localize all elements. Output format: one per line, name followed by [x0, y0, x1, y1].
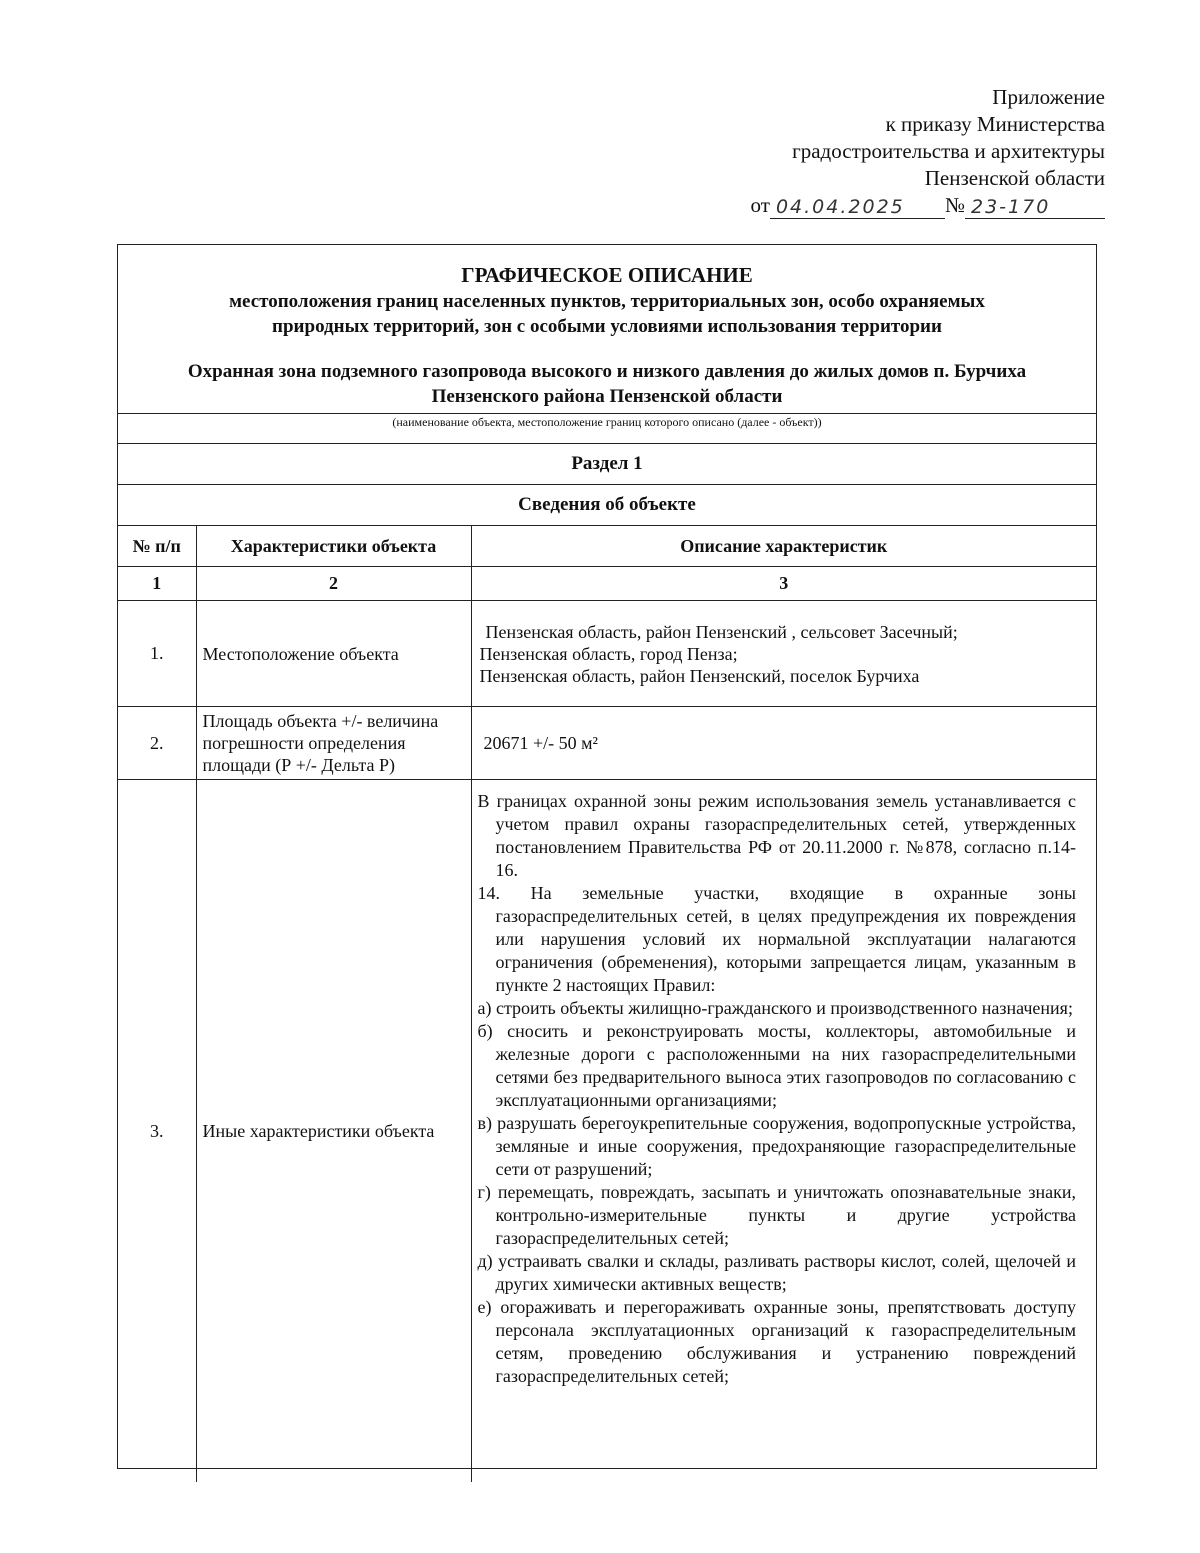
table-row: [118, 780, 1096, 1483]
appendix-label: Приложение: [992, 85, 1105, 109]
region-line: Пензенской области: [924, 166, 1105, 190]
object-caption: (наименование объекта, местоположение границ которого описано (далее - объект)): [118, 413, 1096, 443]
row-characteristic: Площадь объекта +/- величина погрешности определения площади (Р +/- Дельта Р): [196, 707, 471, 780]
table-row: [118, 707, 1096, 780]
location-line: Пензенская область, район Пензенский, поселок Бурчиха: [479, 665, 920, 686]
row-number: 1.: [118, 601, 196, 707]
location-line: Пензенская область, район Пензенский , сельсовет Засечный;: [485, 621, 958, 642]
object-name-line1: Охранная зона подземного газопровода высокого и низкого давления до жилых домов п. Бурчиха: [187, 361, 1027, 382]
ministry-line: градостроительства и архитектуры: [792, 139, 1105, 163]
from-label: от: [750, 193, 770, 217]
header-description: Описание характеристик: [471, 526, 1096, 567]
row-characteristic: Иные характеристики объекта: [196, 780, 471, 1483]
location-line: Пензенская область, город Пенза;: [479, 643, 738, 664]
title-subtitle-line1: местоположения границ населенных пунктов, территориальных зон, особо охраняемых: [229, 291, 985, 312]
section-name: Раздел 1: [118, 443, 1096, 484]
column-number-row: [118, 567, 1096, 601]
order-date-number: [685, 192, 1105, 219]
restriction-paragraph: в) разрушать берегоукрепительные сооружения, водопропускные устройства, земляные и иные сооружения, предохраняющие газораспределительные сети от разрушений;: [477, 1113, 1076, 1179]
restriction-paragraph: б) сносить и реконструировать мосты, коллекторы, автомобильные и железные дороги с расположенными на них газораспределительными сетями без предварительного выноса этих газопроводов по согласованию с эксплуатационными организациями;: [477, 1021, 1076, 1110]
col-number-1: 1: [118, 567, 196, 601]
document-frame: [117, 244, 1097, 1469]
object-name-line2: Пензенского района Пензенской области: [431, 386, 783, 407]
row-number: 3.: [118, 780, 196, 1483]
restriction-paragraph: а) строить объекты жилищно-гражданского и производственного назначения;: [477, 998, 1073, 1018]
order-reference-line: к приказу Министерства: [885, 112, 1105, 136]
col-number-3: 3: [471, 567, 1096, 601]
title-area: [118, 245, 1096, 409]
restriction-paragraph: г) перемещать, повреждать, засыпать и уничтожать опознавательные знаки, контрольно-измерительные пункты и другие устройства газораспределительных сетей;: [477, 1182, 1076, 1248]
restriction-paragraph: В границах охранной зоны режим использования земель устанавливается с учетом правил охраны газораспределительных сетей, утвержденных постановлением Правительства РФ от 20.11.2000 г. №878, согласно п.14-16.: [477, 791, 1076, 880]
row-number: 2.: [118, 707, 196, 780]
table-header-row: [118, 526, 1096, 567]
row-characteristic: Местоположение объекта: [196, 601, 471, 707]
number-label: №: [944, 193, 965, 217]
header-characteristic: Характеристики объекта: [196, 526, 471, 567]
restriction-paragraph: е) огораживать и перегораживать охранные зоны, препятствовать доступу персонала эксплуатационных организаций к газораспределительным сетям, проведению обслуживания и устранению повреждений газораспределительных сетей;: [477, 1297, 1076, 1386]
table-row: [118, 601, 1096, 707]
location-description: [471, 601, 1096, 707]
handwritten-date: 04.04.2025: [770, 196, 945, 219]
restrictions-description: [471, 780, 1096, 1483]
restriction-paragraph: 14. На земельные участки, входящие в охранные зоны газораспределительных сетей, в целях предупреждения их повреждения или нарушения условий их нормальной эксплуатации налагаются ограничения (обременения), которыми запрещается лицам, указанным в пункте 2 настоящих Правил:: [477, 883, 1076, 995]
appendix-header: [685, 84, 1105, 219]
header-number: № п/п: [118, 526, 196, 567]
document-title: ГРАФИЧЕСКОЕ ОПИСАНИЕ: [461, 263, 753, 287]
restriction-paragraph: д) устраивать свалки и склады, разливать растворы кислот, солей, щелочей и других химически активных веществ;: [477, 1251, 1076, 1294]
col-number-2: 2: [196, 567, 471, 601]
title-subtitle-line2: природных территорий, зон с особыми условиями использования территории: [272, 316, 942, 337]
handwritten-number: 23-170: [965, 196, 1105, 219]
object-info-table: [118, 525, 1096, 1482]
area-value: 20671 +/- 50 м²: [471, 707, 1096, 780]
section-heading: Сведения об объекте: [118, 484, 1096, 525]
